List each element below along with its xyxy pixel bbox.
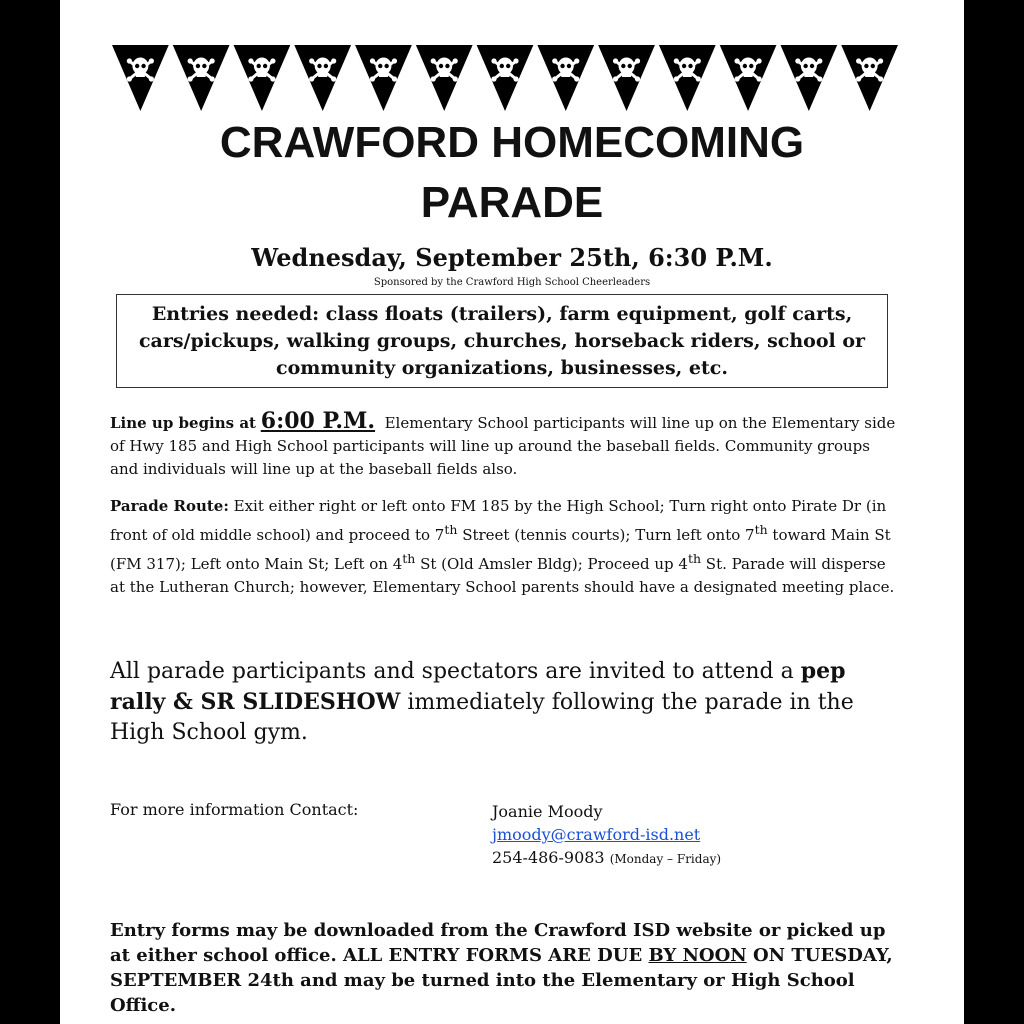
invite-text-a: All parade participants and spectators are invited to attend a [110,659,801,684]
route-text-c: toward Main St (FM 317); Left onto Main St; Left on 4 [110,526,891,573]
pennant-flag [659,45,716,111]
contact-info [492,800,721,871]
pennant-flag [294,45,351,111]
entries-needed-text: Entries needed: class floats (trailers), farm equipment, golf carts, cars/pickups, walking groups, churches, horseback riders, school or community organizations, businesses, etc. [138,302,866,379]
title-line-2: PARADE [420,178,604,227]
contact-phone: 254-486-9083 [492,848,605,867]
pennant-flag [112,45,169,111]
route-label: Parade Route: [110,497,229,515]
route-text-a: Exit either right or left onto FM 185 by the High School; Turn right onto Pirate Dr (in front of old middle school) and proceed to 7 [110,497,887,544]
invite-highlight: pep rally & SR SLIDESHOW [110,658,846,715]
entry-forms-deadline: BY NOON [648,945,747,966]
pennant-flag [416,45,473,111]
route-paragraph [110,495,900,599]
ordinal: th [687,551,702,566]
contact-hours: (Monday – Friday) [609,852,722,866]
event-datetime: Wednesday, September 25th, 6:30 P.M. [251,243,773,272]
route-text-b: Street (tennis courts); Turn left onto 7 [457,526,755,544]
entries-needed-box [116,294,888,388]
pennant-flag [173,45,230,111]
pep-rally-invite [110,656,900,748]
sponsor-note: Sponsored by the Crawford High School Cheerleaders [373,277,651,288]
lineup-text: Elementary School participants will line up on the Elementary side of Hwy 185 and High School participants will line up around the baseball fields. Community groups and individuals will line up at the baseball fields also. [110,414,896,478]
contact-email-link[interactable]: jmoody@crawford-isd.net [492,825,701,844]
lineup-time: 6:00 P.M. [260,408,376,434]
route-text-e: St. Parade will disperse at the Lutheran Church; however, Elementary School parents should have a designated meeting place. [110,555,895,596]
pennant-flag [598,45,655,111]
contact-label: For more information Contact: [110,800,359,819]
ordinal: th [444,522,458,537]
pennant-flag [537,45,594,111]
flyer-page [60,0,964,1024]
pennant-flag [355,45,412,111]
pennant-flag [720,45,777,111]
pennant-flag [780,45,837,111]
ordinal: th [402,551,416,566]
pennant-flag [841,45,898,111]
invite-text-c: immediately following the parade in the High School gym. [110,690,854,745]
ordinal: th [754,522,768,537]
pennant-flag [234,45,291,111]
pennant-flag [477,45,534,111]
lineup-label: Line up begins at [110,414,256,432]
entry-forms-notice [110,918,910,1018]
entry-forms-text-a: Entry forms may be downloaded from the Crawford ISD website or picked up at either school office. ALL ENTRY FORMS ARE DUE [110,920,886,966]
lineup-paragraph [110,410,900,481]
title-line-1: CRAWFORD HOMECOMING [219,118,805,167]
contact-name: Joanie Moody [492,802,603,821]
route-text-d: St (Old Amsler Bldg); Proceed up 4 [415,555,688,573]
pirate-flag-banner [110,45,900,111]
entry-forms-text-c: ON TUESDAY, SEPTEMBER 24th and may be turned into the Elementary or High School Office. [110,945,893,1016]
